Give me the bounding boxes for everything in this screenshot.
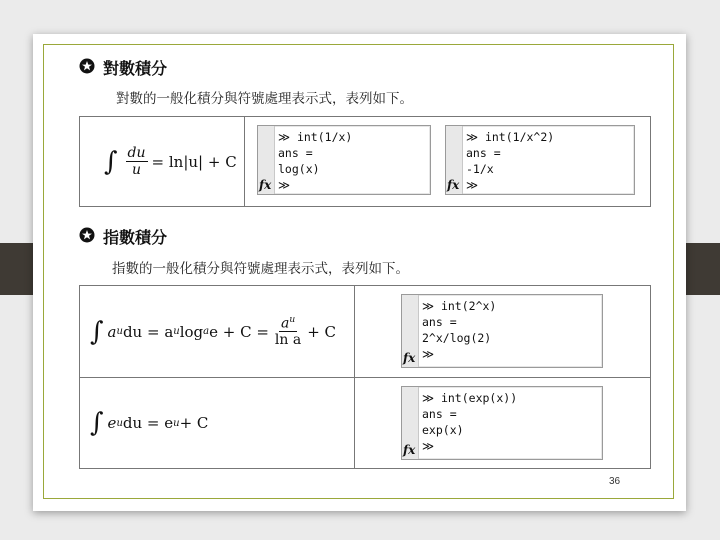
matlab-window-int-1-x [257,125,431,195]
section2-heading [79,225,167,248]
formula-numerator: du [127,145,146,161]
cmd-line: ≫ int(exp(x)) [422,391,518,405]
section2-description: 指數的一般化積分與符號處理表示式，表列如下。 [112,261,409,277]
prompt-line: ≫ [278,178,291,192]
exp-formula-cell-2 [80,378,355,469]
exp-matlab-cell-2 [355,378,651,469]
result-line: 2^x/log(2) [422,331,492,345]
page-number: 36 [609,476,621,487]
frac-num: a [280,315,290,332]
exponent-u: u [173,326,180,337]
base-e: e [107,414,117,432]
exponent-u: u [173,417,180,429]
fx-icon: fx [403,351,416,365]
ans-line: ans = [466,146,501,160]
star-bullet-icon [79,58,97,78]
log-text: log [179,322,204,341]
log-matlab-cell [245,117,651,207]
cmd-line: ≫ int(1/x) [278,130,353,144]
formula-rhs: + C [307,322,337,341]
frac-den: ln a [274,332,302,349]
log-formula-cell [80,117,245,207]
formula-text: e + C = [209,322,269,341]
slide [33,34,686,511]
formula-rhs: = ln|u| + C [151,152,237,171]
fx-icon: fx [259,178,272,192]
prompt-line: ≫ [422,439,435,453]
formula-denominator: u [132,162,142,178]
exponent-u: u [116,417,123,429]
fx-icon: fx [447,178,460,192]
exp-formula-2: ∫ e u du = e u + C [90,408,209,438]
prompt-line: ≫ [422,347,435,361]
exp-matlab-cell-1 [355,286,651,378]
ans-line: ans = [422,315,457,329]
formula-text: du = e [122,414,174,432]
base-a: a [107,322,117,341]
exp-formula-1: ∫ a u du = a u log a e + C = $\frac{a^u}{\text{ln a}}$ + C [90,314,337,349]
section1-description: 對數的一般化積分與符號處理表示式，表列如下。 [116,91,413,107]
frac-num-exp: u [289,314,296,325]
exp-integral-table [79,285,651,469]
exponent-u: u [116,326,123,337]
fx-icon: fx [403,443,416,457]
section1-heading [79,56,167,79]
ans-line: ans = [278,146,313,160]
cmd-line: ≫ int(1/x^2) [466,130,555,144]
result-line: -1/x [466,162,494,176]
formula-rhs: + C [179,414,209,432]
star-bullet-icon [79,227,97,247]
formula-text: du = a [122,322,174,341]
section1-title: 對數積分 [103,59,168,78]
matlab-window-int-2x [401,294,603,368]
log-formula: ∫ $\frac{du}{u}$ = ln|u| + C [104,145,237,178]
matlab-window-int-exp [401,386,603,460]
ans-line: ans = [422,407,457,421]
exp-formula-cell-1 [80,286,355,378]
result-line: log(x) [278,162,320,176]
cmd-line: ≫ int(2^x) [422,299,497,313]
result-line: exp(x) [422,423,464,437]
prompt-line: ≫ [466,178,479,192]
log-base: a [203,326,210,337]
log-integral-table [79,116,651,207]
section2-title: 指數積分 [103,228,168,247]
matlab-window-int-1-x2 [445,125,635,195]
